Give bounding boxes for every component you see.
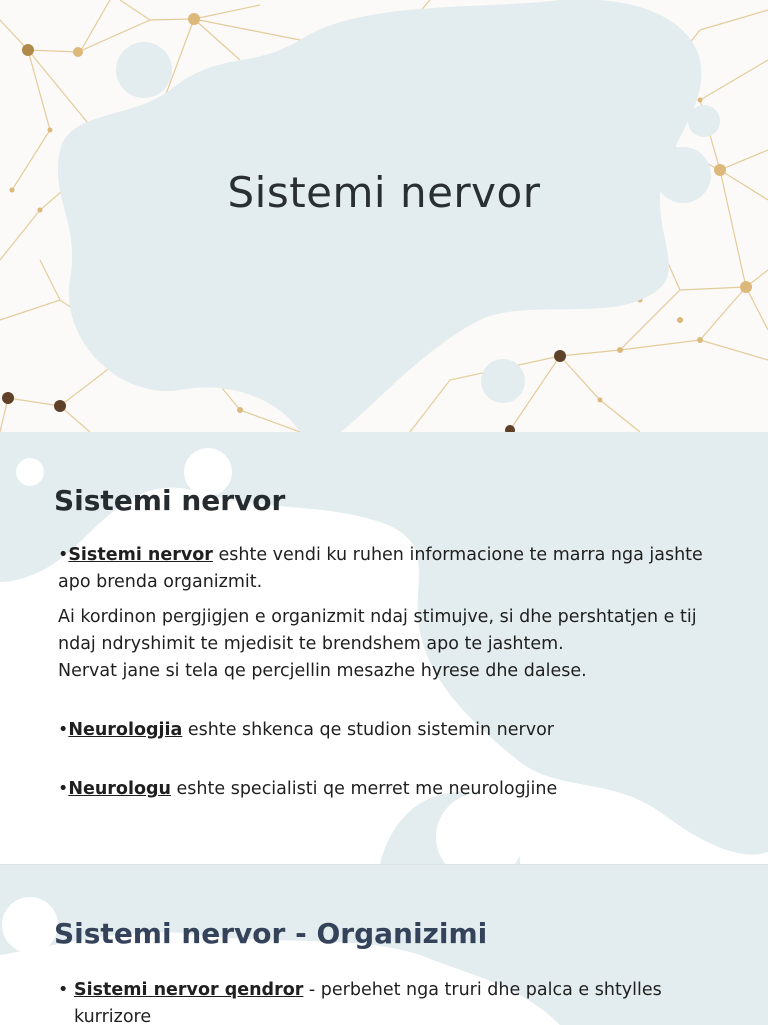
bullet-list [58, 977, 708, 1025]
organization-slide [0, 864, 768, 1025]
slide-heading: Sistemi nervor [54, 484, 286, 517]
term-neurologu: Neurologu [68, 779, 171, 799]
paragraph-coordination: Ai kordinon pergjigjen e organizmit ndaj stimujve, si dhe pershtatjen e tij ndaj ndryshimit te mjedisit te brendshem apo te jashtem. [58, 607, 697, 654]
list-item [58, 977, 708, 1025]
paragraph-neurologist: •Neurologu eshte specialisti qe merret me neurologjine [58, 779, 558, 799]
paragraph-neurology: •Neurologjia eshte shkenca qe studion sistemin nervor [58, 720, 554, 740]
title-slide [0, 0, 768, 432]
paragraph-text: eshte vendi ku ruhen informacione te marra nga jashte apo brenda organizmit. [58, 545, 703, 592]
paragraph-text: eshte shkenca qe studion sistemin nervor [182, 720, 554, 740]
paragraph-text: eshte specialisti qe merret me neurologjine [170, 779, 558, 799]
bullet-text: - perbehet nga truri dhe palca e shtylles kurrizore [74, 980, 662, 1025]
term-sistemi-nervor: Sistemi nervor [68, 545, 213, 565]
paragraph-nerves: Nervat jane si tela qe percjellin mesazhe hyrese dhe dalese. [58, 661, 587, 681]
slide-heading: Sistemi nervor - Organizimi [54, 917, 488, 950]
paragraph-definition: •Sistemi nervor eshte vendi ku ruhen informacione te marra nga jashte apo brenda organizmit. [58, 545, 703, 592]
term-snq: Sistemi nervor qendror [74, 980, 304, 1000]
term-neurologjia: Neurologjia [68, 720, 183, 740]
slide-body [58, 542, 708, 803]
content-slide [0, 432, 768, 864]
slide-title: Sistemi nervor [227, 168, 541, 217]
slide-body [58, 977, 708, 1025]
